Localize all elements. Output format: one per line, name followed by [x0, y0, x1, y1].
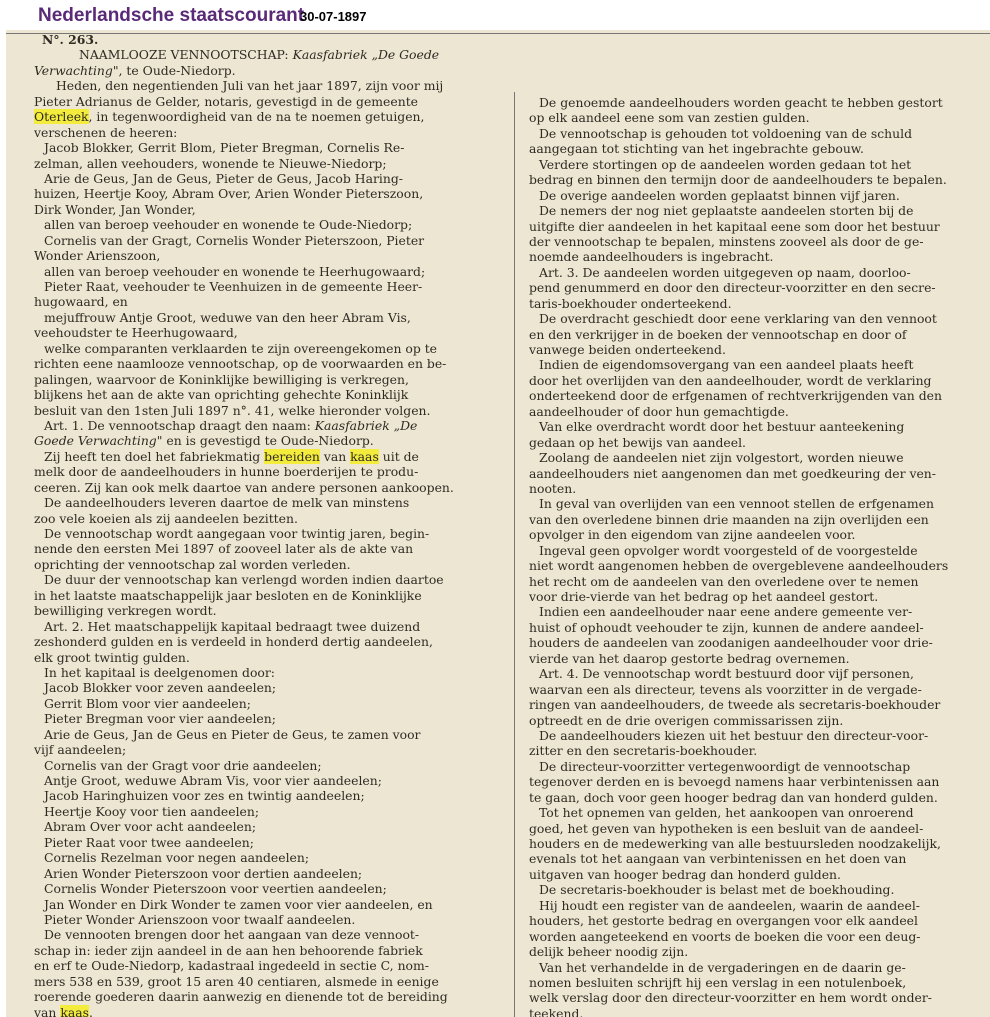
- text-line: [529, 466, 982, 481]
- text-line: [529, 867, 982, 882]
- text-run: De nemers der nog niet geplaatste aandeelen storten bij de: [539, 203, 914, 219]
- text-run: Pieter Wonder Arienszoon voor twaalf aandeelen.: [44, 911, 356, 927]
- text-line: [529, 435, 982, 450]
- text-run: De vennooten brengen door het aangaan van deze vennoot-: [44, 927, 420, 943]
- text-line: [529, 589, 982, 604]
- text-run: Heden, den negentienden Juli van het jaar 1897, zijn voor mij: [56, 78, 444, 94]
- text-line: [529, 990, 982, 1005]
- text-run: hugowaard, en: [34, 294, 128, 310]
- text-run: zitter en den secretaris-boekhouder.: [529, 743, 758, 759]
- text-line: [529, 311, 990, 326]
- text-run: Zoolang de aandeelen niet zijn volgestort, worden nieuwe: [539, 450, 904, 466]
- text-run: mers 538 en 539, groot 15 aren 40 centiaren, alsmede in eenige: [34, 973, 439, 989]
- text-line: [34, 202, 512, 217]
- text-line: [529, 913, 982, 928]
- text-line: [529, 450, 990, 465]
- text-line: [34, 881, 522, 896]
- text-line: [34, 989, 512, 1004]
- text-line: [529, 682, 982, 697]
- text-run: Pieter Raat voor twee aandeelen;: [44, 834, 254, 850]
- text-run: Art. 4. De vennootschap wordt bestuurd door vijf personen,: [539, 666, 914, 682]
- text-line: [34, 943, 512, 958]
- text-line: [529, 1006, 982, 1017]
- text-run: ", te Oude-Niedorp.: [112, 62, 236, 78]
- text-line: [34, 449, 522, 464]
- text-run: oprichting der vennootschap zal worden verleden.: [34, 556, 351, 572]
- text-line: [529, 357, 990, 372]
- text-run: zoo vele koeien als zij aandeelen bezitten.: [34, 510, 298, 526]
- text-line: [34, 680, 522, 695]
- text-run: roerende goederen daarin aanwezig en dienende tot de bereiding: [34, 989, 448, 1005]
- text-run: Hij houdt een register van de aandeelen, waarin de aandeel-: [539, 897, 920, 913]
- text-line: [34, 264, 522, 279]
- text-line: [34, 418, 522, 433]
- text-run: uit de: [378, 448, 419, 464]
- text-line: [34, 819, 522, 834]
- text-run: allen van beroep veehouder en wonende te Heerhugowaard;: [44, 263, 426, 279]
- text-run: schap in: ieder zijn aandeel in de aan hen behoorende fabriek: [34, 942, 423, 958]
- text-line: [529, 296, 982, 311]
- text-run: Arien Wonder Pieterszoon voor dertien aandeelen;: [44, 865, 363, 881]
- text-run: .: [88, 1004, 93, 1017]
- text-run: in het laatste maatschappelijk jaar besloten en de Koninklijke: [34, 587, 422, 603]
- text-line: [34, 588, 512, 603]
- text-line: [529, 960, 990, 975]
- text-run: vijf aandeelen;: [34, 742, 127, 758]
- text-run: Gerrit Blom voor vier aandeelen;: [44, 695, 251, 711]
- text-line: [529, 95, 990, 110]
- text-run: en erf te Oude-Niedorp, kadastraal ingedeeld in sectie C, nom-: [34, 958, 429, 974]
- text-run: " en is gevestigd te Oude-Niedorp.: [156, 433, 374, 449]
- text-run: Wonder Arienszoon,: [34, 248, 161, 264]
- highlighted-word: bereiden: [264, 448, 320, 464]
- text-line: [529, 604, 990, 619]
- text-line: [529, 481, 982, 496]
- publication-date: 30-07-1897: [300, 9, 367, 24]
- text-line: [34, 974, 512, 989]
- text-line: [529, 388, 982, 403]
- text-run: der vennootschap te bepalen, minstens zooveel als door de ge-: [529, 233, 924, 249]
- text-run: evenals tot het aangaan van verbintenissen en het doen van: [529, 851, 907, 867]
- text-line: [529, 836, 982, 851]
- text-line: [34, 727, 522, 742]
- text-run: aangegaan tot stichting van het ingebrachte gebouw.: [529, 141, 864, 157]
- text-line: [34, 866, 522, 881]
- text-line: [529, 280, 982, 295]
- text-run: besluit van den 1sten Juli 1897 n°. 41, welke hieronder volgen.: [34, 402, 431, 418]
- text-line: [34, 788, 522, 803]
- text-run: Cornelis Rezelman voor negen aandeelen;: [44, 850, 310, 866]
- text-line: [529, 898, 990, 913]
- text-run: Abram Over voor acht aandeelen;: [44, 819, 257, 835]
- text-line: [529, 188, 990, 203]
- text-line: [529, 759, 990, 774]
- text-line: [529, 543, 990, 558]
- text-line: [529, 774, 982, 789]
- text-line: [34, 526, 522, 541]
- text-run: Van elke overdracht wordt door het bestuur aanteekening: [539, 419, 905, 435]
- text-line: [34, 63, 512, 78]
- italic-text: Goede Verwachting: [34, 433, 157, 449]
- text-line: [529, 527, 982, 542]
- text-run: In geval van overlijden van een vennoot stellen de erfgenamen: [539, 496, 934, 512]
- text-line: [34, 310, 522, 325]
- text-line: [529, 203, 990, 218]
- text-line: [529, 666, 990, 681]
- text-run: niet wordt aangenomen hebben de overgeblevene aandeelhouders: [529, 558, 949, 574]
- text-run: het recht om de aandeelen van den overledene over te nemen: [529, 573, 919, 589]
- text-line: [529, 728, 990, 743]
- text-run: , in tegenwoordigheid van de na te noemen getuigen,: [88, 109, 425, 125]
- text-line: [34, 464, 512, 479]
- text-line: [34, 804, 522, 819]
- text-run: pend genummerd en door den directeur-voorzitter en den secre-: [529, 280, 936, 296]
- text-line: [34, 711, 522, 726]
- text-run: Indien een aandeelhouder naar eene andere gemeente ver-: [539, 604, 913, 620]
- text-line: [34, 372, 512, 387]
- text-line: [34, 850, 522, 865]
- text-line: [34, 634, 512, 649]
- text-run: uitgaven van hooger bedrag dan honderd gulden.: [529, 866, 841, 882]
- text-line: [529, 404, 982, 419]
- text-line: [529, 944, 982, 959]
- text-line: [34, 557, 512, 572]
- text-line: [34, 480, 512, 495]
- text-run: palingen, waarvoor de Koninklijke bewilliging is verkregen,: [34, 371, 409, 387]
- text-line: [34, 325, 512, 340]
- text-run: vanwege beiden onderteekend.: [529, 342, 726, 357]
- text-run: zelman, allen veehouders, wonende te Nieuwe-Niedorp;: [34, 155, 387, 171]
- text-line: [529, 805, 990, 820]
- text-line: [34, 279, 522, 294]
- text-run: houders de aandeelen van zoodanigen aandeelhouder voor drie-: [529, 635, 933, 651]
- text-line: [34, 186, 512, 201]
- text-line: [529, 249, 982, 264]
- text-run: goed, het geven van hypotheken is een besluit van de aandeel-: [529, 820, 924, 836]
- text-line: [34, 495, 522, 510]
- right-column: [529, 95, 982, 1017]
- text-run: De secretaris-boekhouder is belast met de boekhouding.: [539, 882, 895, 898]
- text-line: [529, 697, 982, 712]
- text-run: In het kapitaal is deelgenomen door:: [44, 664, 275, 680]
- text-run: optreedt en de drie overigen commissarissen zijn.: [529, 712, 844, 728]
- text-run: De aandeelhouders leveren daartoe de melk van minstens: [44, 495, 410, 511]
- text-run: De overdracht geschiedt door eene verklaring van den vennoot: [539, 311, 937, 327]
- text-line: [34, 511, 512, 526]
- text-run: verschenen de heeren:: [34, 124, 178, 140]
- text-line: [34, 433, 512, 448]
- text-run: van: [34, 1004, 61, 1017]
- text-run: Cornelis van der Gragt, Cornelis Wonder Pieterszoon, Pieter: [44, 232, 425, 248]
- text-run: welke comparanten verklaarden te zijn overeengekomen op te: [44, 340, 438, 356]
- text-run: Jacob Blokker voor zeven aandeelen;: [44, 680, 277, 696]
- left-column: [34, 32, 512, 1017]
- text-run: taris-boekhouder onderteekend.: [529, 295, 732, 311]
- text-line: [34, 912, 522, 927]
- text-line: [34, 897, 522, 912]
- text-run: Ingeval geen opvolger wordt voorgesteld of de voorgestelde: [539, 542, 918, 558]
- text-line: [529, 635, 982, 650]
- text-run: richten eene naamlooze vennootschap, op de voorwaarden en be-: [34, 356, 447, 372]
- text-run: opvolger in den eigendom van zijne aandeelen voor.: [529, 527, 856, 543]
- text-line: [34, 603, 512, 618]
- text-line: [34, 773, 522, 788]
- text-run: mejuffrouw Antje Groot, weduwe van den heer Abram Vis,: [44, 309, 411, 325]
- text-run: Cornelis Wonder Pieterszoon voor veertien aandeelen;: [44, 881, 387, 897]
- text-run: delijk beheer noodig zijn.: [529, 944, 689, 960]
- text-run: vierde van het daarop gestorte bedrag overnemen.: [529, 650, 850, 666]
- text-line: [34, 233, 522, 248]
- text-line: [34, 294, 512, 309]
- text-line: [529, 141, 982, 156]
- text-line: [529, 620, 982, 635]
- text-line: [34, 156, 512, 171]
- text-run: nende den eersten Mei 1897 of zooveel later als de akte van: [34, 541, 414, 557]
- text-run: nooten.: [529, 480, 577, 496]
- text-line: [529, 373, 982, 388]
- text-run: Cornelis van der Gragt voor drie aandeelen;: [44, 757, 322, 773]
- text-run: De directeur-voorzitter vertegenwoordigt de vennootschap: [539, 758, 911, 774]
- newspaper-clipping: [6, 30, 990, 1017]
- text-run: Pieter Bregman voor vier aandeelen;: [44, 711, 276, 727]
- italic-text: Kaasfabriek „De: [314, 417, 418, 433]
- text-line: [529, 219, 982, 234]
- text-line: [529, 743, 982, 758]
- text-line: [34, 109, 512, 124]
- text-run: De vennootschap wordt aangegaan voor twintig jaren, begin-: [44, 526, 430, 541]
- text-line: [529, 496, 990, 511]
- text-run: allen van beroep veehouder en wonende te Oude-Niedorp;: [44, 217, 413, 233]
- text-run: Pieter Raat, veehouder te Veenhuizen in de gemeente Heer-: [44, 279, 423, 294]
- text-run: veehoudster te Heerhugowaard,: [34, 325, 238, 341]
- text-run: op elk aandeel eene som van zestien gulden.: [529, 110, 810, 126]
- text-run: huist of ophoudt veehouder te zijn, kunnen de andere aandeel-: [529, 619, 924, 635]
- text-line: [34, 341, 522, 356]
- text-run: te gaan, doch voor geen hooger bedrag dan van honderd gulden.: [529, 789, 938, 805]
- text-run: teekend.: [529, 1005, 584, 1017]
- text-line: [529, 234, 982, 249]
- text-run: gedaan op het bewijs van aandeel.: [529, 434, 746, 450]
- text-run: melk door de aandeelhouders in hunne boerderijen te produ-: [34, 464, 419, 480]
- text-run: N°. 263.: [42, 32, 99, 47]
- text-line: [34, 171, 522, 186]
- text-run: Art. 2. Het maatschappelijk kapitaal bedraagt twee duizend: [44, 618, 421, 634]
- text-run: door het overlijden van den aandeelhouder, wordt de verklaring: [529, 372, 932, 388]
- text-line: [34, 32, 520, 47]
- text-run: uitgifte dier aandeelen in het kapitaal eene som door het bestuur: [529, 218, 940, 234]
- text-line: [529, 929, 982, 944]
- text-line: [34, 78, 534, 93]
- newspaper-title: Nederlandsche staatscourant: [38, 5, 305, 26]
- highlighted-word: kaas: [350, 448, 379, 464]
- text-run: Jan Wonder en Dirk Wonder te zamen voor vier aandeelen, en: [44, 896, 433, 912]
- text-line: [529, 882, 990, 897]
- text-line: [34, 125, 512, 140]
- text-line: [529, 172, 982, 187]
- text-run: ceeren. Zij kan ook melk daartoe van andere personen aankoopen.: [34, 479, 454, 495]
- text-line: [34, 665, 522, 680]
- text-line: [529, 821, 982, 836]
- text-run: tegenover derden en is bevoegd namens haar verbintenissen aan: [529, 774, 940, 790]
- text-line: [529, 713, 982, 728]
- text-line: [529, 342, 982, 357]
- text-run: Tot het opnemen van gelden, het aankoopen van onroerend: [539, 805, 914, 821]
- text-line: [34, 94, 512, 109]
- highlighted-word: kaas: [60, 1005, 89, 1017]
- text-line: [34, 572, 522, 587]
- text-run: De overige aandeelen worden geplaatst binnen vijf jaren.: [539, 187, 900, 203]
- text-run: Antje Groot, weduwe Abram Vis, voor vier aandeelen;: [44, 773, 382, 788]
- text-run: onderteekend door de erfgenamen of rechtverkrijgenden van den: [529, 388, 942, 404]
- text-run: bedrag en binnen den termijn door de aandeelhouders te bepalen.: [529, 172, 947, 188]
- text-run: bewilliging verkregen wordt.: [34, 603, 217, 619]
- text-run: Art. 3. De aandeelen worden uitgegeven op naam, doorloo-: [539, 264, 911, 280]
- text-run: Zij heeft ten doel het fabriekmatig: [44, 448, 265, 464]
- text-line: [34, 140, 522, 155]
- text-line: [34, 650, 512, 665]
- text-line: [529, 558, 982, 573]
- text-line: [529, 512, 982, 527]
- text-line: [529, 265, 990, 280]
- text-run: NAAMLOOZE VENNOOTSCHAP:: [79, 47, 293, 63]
- text-line: [34, 958, 512, 973]
- text-line: [34, 696, 522, 711]
- text-run: houders, het gestorte bedrag en overgangen voor elk aandeel: [529, 913, 918, 929]
- text-line: [529, 975, 982, 990]
- text-run: Pieter Adrianus de Gelder, notaris, gevestigd in de gemeente: [34, 93, 418, 109]
- text-line: [34, 1005, 512, 1017]
- text-run: Jacob Blokker, Gerrit Blom, Pieter Bregman, Cornelis Re-: [44, 140, 405, 156]
- text-line: [34, 47, 557, 62]
- text-run: ringen van aandeelhouders, de tweede als secretaris-boekhouder: [529, 697, 941, 713]
- text-run: van: [319, 448, 351, 464]
- text-run: Dirk Wonder, Jan Wonder,: [34, 201, 196, 217]
- text-line: [34, 403, 512, 418]
- text-line: [34, 541, 512, 556]
- text-run: Jacob Haringhuizen voor zes en twintig aandeelen;: [44, 788, 365, 804]
- text-run: welk verslag door den directeur-voorzitter en hem wordt onder-: [529, 990, 932, 1006]
- text-line: [529, 157, 990, 172]
- text-line: [529, 574, 982, 589]
- text-line: [34, 248, 512, 263]
- text-run: De aandeelhouders kiezen uit het bestuur den directeur-voor-: [539, 727, 929, 743]
- text-run: De genoemde aandeelhouders worden geacht te hebben gestort: [539, 95, 943, 110]
- text-run: Heertje Kooy voor tien aandeelen;: [44, 803, 260, 819]
- text-line: [529, 851, 982, 866]
- page-header: [0, 0, 990, 30]
- italic-text: Kaasfabriek „De Goede: [292, 47, 440, 63]
- text-run: blijkens het aan de akte van oprichting gehechte Koninklijk: [34, 387, 409, 403]
- text-line: [529, 419, 990, 434]
- highlighted-word: Oterleek: [34, 109, 89, 125]
- text-line: [34, 927, 522, 942]
- text-line: [34, 758, 522, 773]
- text-run: De vennootschap is gehouden tot voldoening van de schuld: [539, 125, 913, 141]
- text-line: [34, 217, 522, 232]
- text-line: [529, 651, 982, 666]
- text-line: [529, 110, 982, 125]
- text-line: [34, 835, 522, 850]
- text-line: [529, 126, 990, 141]
- text-run: Indien de eigendomsovergang van een aandeel plaats heeft: [539, 357, 914, 373]
- text-run: houders en de medewerking van alle bestuursleden noodzakelijk,: [529, 836, 941, 851]
- text-line: [34, 742, 512, 757]
- text-line: [529, 790, 982, 805]
- text-run: voor drie-vierde van het bedrag op het aandeel gestort.: [529, 589, 879, 604]
- text-run: waarvan een als directeur, tevens als voorzitter in de vergade-: [529, 681, 922, 697]
- text-line: [34, 619, 522, 634]
- text-run: Arie de Geus, Jan de Geus en Pieter de Geus, te zamen voor: [44, 726, 421, 742]
- text-run: elk groot twintig gulden.: [34, 649, 190, 665]
- text-run: nomen besluiten schrijft hij een verslag in een notulenboek,: [529, 974, 907, 990]
- text-run: huizen, Heertje Kooy, Abram Over, Arien Wonder Pieterszoon,: [34, 186, 424, 202]
- text-run: noemde aandeelhouders is ingebracht.: [529, 249, 774, 265]
- italic-text: Verwachting: [34, 62, 113, 78]
- text-line: [34, 387, 512, 402]
- text-line: [34, 356, 512, 371]
- text-run: Verdere stortingen op de aandeelen worden gedaan tot het: [539, 156, 912, 172]
- text-run: aandeelhouder of door hun gemachtigde.: [529, 403, 789, 419]
- text-run: zeshonderd gulden en is verdeeld in honderd dertig aandeelen,: [34, 634, 433, 650]
- text-run: aandeelhouders niet aangenomen dan met goedkeuring der ven-: [529, 465, 936, 481]
- text-run: Art. 1. De vennootschap draagt den naam:: [44, 417, 315, 433]
- text-run: Arie de Geus, Jan de Geus, Pieter de Geus, Jacob Haring-: [44, 170, 403, 186]
- text-run: en den verkrijger in de boeken der vennootschap en door of: [529, 326, 907, 342]
- text-run: worden aangeteekend en voorts de boeken die voor een deug-: [529, 928, 921, 944]
- text-run: Van het verhandelde in de vergaderingen en de daarin ge-: [539, 959, 906, 975]
- text-run: De duur der vennootschap kan verlengd worden indien daartoe: [44, 572, 444, 588]
- text-run: van den overledene binnen drie maanden na zijn overlijden een: [529, 511, 929, 527]
- text-line: [529, 327, 982, 342]
